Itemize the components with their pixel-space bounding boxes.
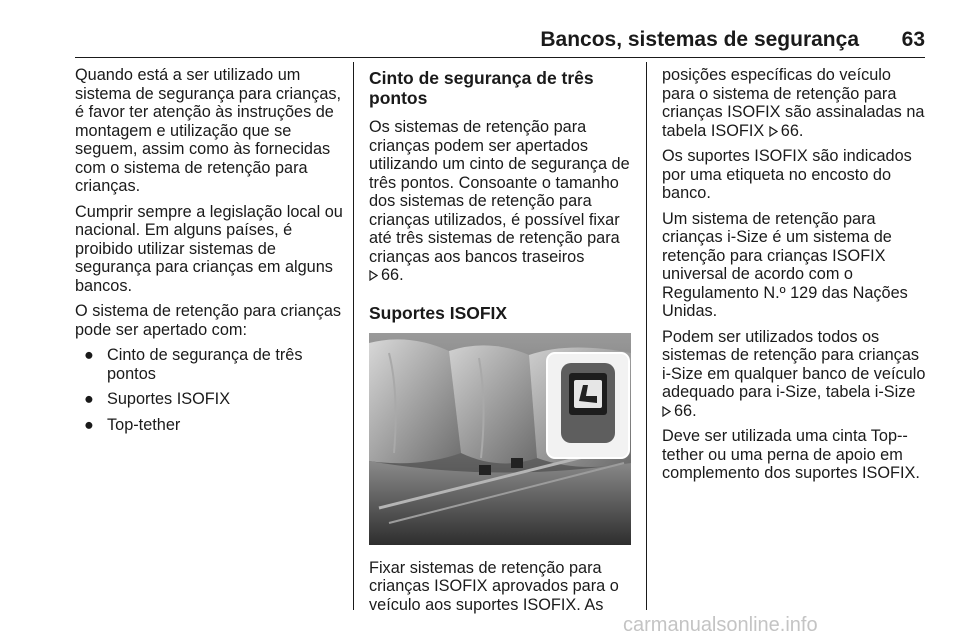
list-item: ● Cinto de segurança de três pontos bbox=[84, 346, 303, 383]
page-reference[interactable]: 66. bbox=[780, 121, 804, 140]
section-title: Bancos, sistemas de segurança bbox=[540, 28, 859, 51]
column-left bbox=[75, 66, 343, 441]
triangle-ref-icon bbox=[369, 267, 378, 278]
isofix-seat-photo bbox=[369, 333, 631, 545]
header-rule bbox=[75, 57, 925, 58]
column-divider-2 bbox=[646, 62, 647, 610]
paragraph: Deve ser utilizada uma cinta Top--tether ou uma perna de apoio em complemento dos suportes ISOFIX. bbox=[662, 427, 920, 482]
page-reference[interactable]: 66. bbox=[381, 266, 404, 284]
list-item: ● Top-tether bbox=[84, 415, 181, 434]
paragraph: O sistema de retenção para crianças pode ser apertado com: bbox=[75, 302, 342, 339]
list-item: ● Suportes ISOFIX bbox=[84, 390, 231, 408]
page-reference[interactable]: 66. bbox=[674, 401, 697, 420]
triangle-ref-icon bbox=[769, 123, 778, 134]
bullet-icon: ● bbox=[84, 346, 94, 364]
paragraph: Um sistema de retenção para crianças i-Size é um sistema de retenção para crianças ISOFIX universal de acordo com o Regulamento N.º 129 das Nações Unidas. bbox=[662, 209, 908, 320]
paragraph: posições específicas do veículo para o sistema de retenção para crianças ISOFIX são assinaladas na tabela ISOFIX 66. bbox=[662, 66, 925, 140]
heading-three-point-belt: Cinto de segurança de três pontos bbox=[369, 68, 594, 108]
heading-isofix: Suportes ISOFIX bbox=[369, 302, 508, 323]
paragraph: Podem ser utilizados todos os sistemas de retenção para crianças i-Size em qualquer banco de veículo adequado para i-Size, tabela i-Size 66. bbox=[662, 327, 926, 420]
paragraph: Os suportes ISOFIX são indicados por uma etiqueta no encosto do banco. bbox=[662, 147, 912, 202]
paragraph: Cumprir sempre a legislação local ou nacional. Em alguns países, é proibido utilizar sistemas de segurança para crianças em alguns bancos. bbox=[75, 202, 343, 295]
triangle-ref-icon bbox=[662, 403, 671, 414]
paragraph: Quando está a ser utilizado um sistema de segurança para crianças, é favor ter atenção às instruções de montagem e utilização que se seguem, assim como às fornecidas com o sistema de retenção para crianças. bbox=[75, 66, 342, 195]
bullet-icon: ● bbox=[84, 390, 94, 408]
column-right bbox=[662, 66, 928, 490]
column-middle bbox=[369, 66, 631, 621]
bullet-icon: ● bbox=[84, 415, 94, 434]
page-number: 63 bbox=[901, 28, 925, 51]
column-divider-1 bbox=[353, 62, 354, 610]
bullet-list bbox=[75, 346, 343, 434]
page-header bbox=[75, 22, 925, 50]
figure-caption: Fixar sistemas de retenção para crianças ISOFIX aprovados para o veículo aos suportes ISOFIX. As bbox=[369, 558, 619, 614]
paragraph: Os sistemas de retenção para crianças podem ser apertados utilizando um cinto de segurança de três pontos. Consoante o tamanho dos sistemas de retenção para crianças utilizados, é possível fixar até três sistemas de retenção para crianças aos bancos traseiros 66. bbox=[369, 118, 630, 284]
watermark: carmanualsonline.info bbox=[623, 614, 818, 636]
